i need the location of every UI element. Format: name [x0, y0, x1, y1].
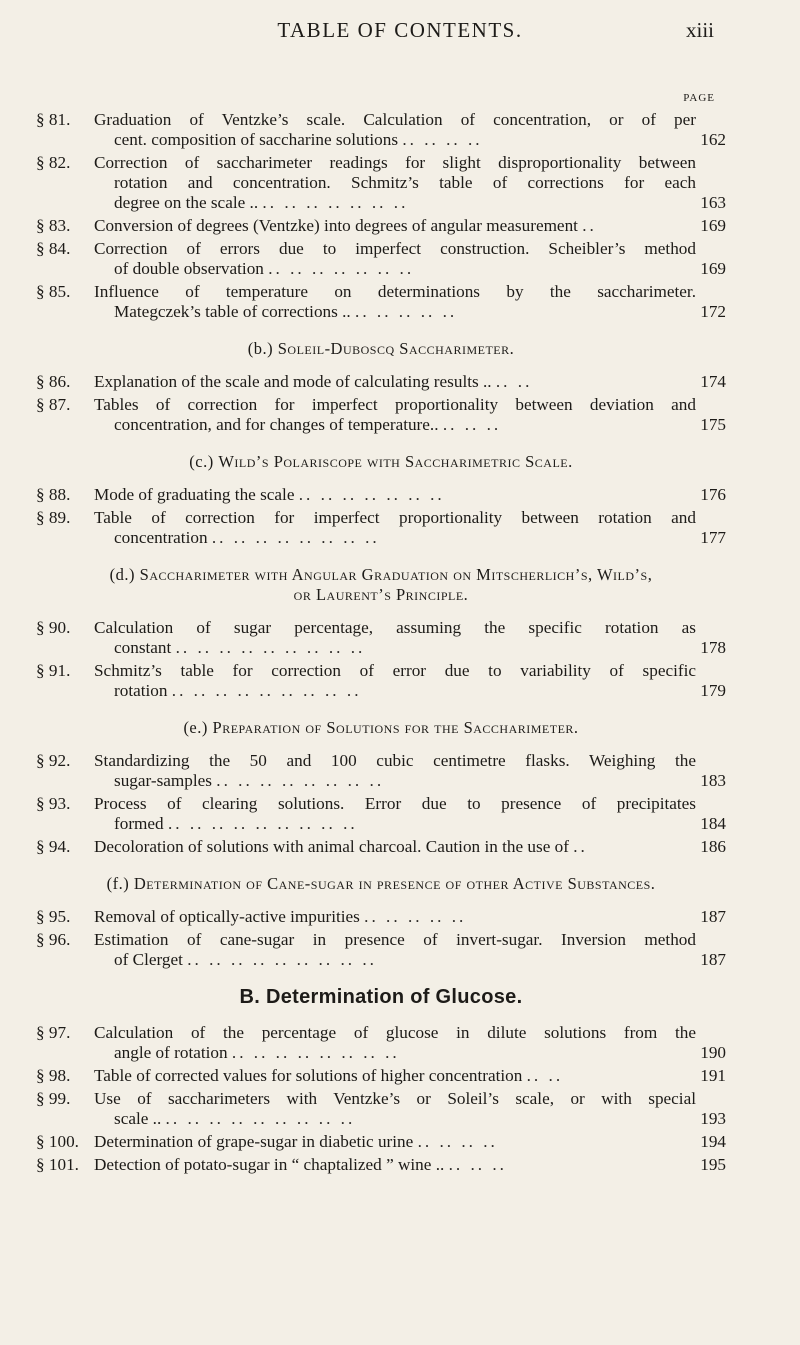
entry-title-text: Correction of saccharimeter readings for slight disproportionality between: [94, 153, 696, 172]
entry-title-line: [94, 528, 696, 548]
toc-entry: [36, 282, 726, 322]
entry-title-line: [94, 837, 696, 857]
page-number-ref: 162: [700, 130, 726, 149]
subsection-heading: [36, 452, 726, 472]
entry-title-text: Calculation of the percentage of glucose in dilute solutions from the: [94, 1023, 696, 1042]
entry-title: [94, 751, 726, 791]
entry-title-text: Table of corrected values for solutions of higher concentration: [94, 1066, 523, 1085]
toc-entry: [36, 395, 726, 435]
entry-title-line: [94, 485, 696, 505]
entry-title-text: Schmitz’s table for correction of error due to variability of specific: [94, 661, 696, 680]
section-number: § 98.: [36, 1066, 71, 1085]
page-number-ref: 176: [700, 485, 726, 504]
subsection-heading: [36, 339, 726, 359]
entry-title: [94, 110, 726, 150]
dot-leader: .. .. .. .. .. .. .. .. ..: [187, 950, 377, 969]
entry-title-line: [94, 771, 696, 791]
section-number: § 93.: [36, 794, 71, 813]
entry-title: [94, 282, 726, 322]
page-number-ref: 187: [700, 950, 726, 969]
entry-title-line: [94, 907, 696, 927]
page-number-ref: 187: [700, 907, 726, 926]
section-number: § 84.: [36, 239, 71, 258]
subsection-heading: [36, 874, 726, 894]
page-number-ref: 163: [700, 193, 726, 212]
page-number-ref: 177: [700, 528, 726, 547]
entry-title-text: scale ..: [114, 1109, 162, 1128]
section-number: § 92.: [36, 751, 71, 770]
entry-title-line: [94, 930, 696, 950]
entry-title-text: Conversion of degrees (Ventzke) into degrees of angular measurement: [94, 216, 578, 235]
toc-entry: [36, 794, 726, 834]
entry-title-line: [94, 193, 696, 213]
dot-leader: .. .. .. .. .. .. .. .. ..: [175, 638, 366, 657]
subsection-letter: (b.): [247, 339, 274, 358]
entry-title: [94, 1132, 726, 1152]
dot-leader: .. .. ..: [448, 1155, 507, 1174]
toc-entry: [36, 837, 726, 857]
entry-title-text: Correction of errors due to imperfect construction. Scheibler’s method: [94, 239, 696, 258]
entry-title: [94, 1023, 726, 1063]
entry-title: [94, 794, 726, 834]
entry-title-text: Table of correction for imperfect proportionality between rotation and: [94, 508, 696, 527]
dot-leader: .. .. .. ..: [417, 1132, 498, 1151]
section-number: § 88.: [36, 485, 71, 504]
entry-title: [94, 1155, 726, 1175]
subsection-title: Determination of Cane-sugar in presence of other Active Substances.: [133, 874, 656, 893]
entry-title-text: Mode of graduating the scale: [94, 485, 295, 504]
entry-title: [94, 508, 726, 548]
page-number-ref: 172: [700, 302, 726, 321]
entry-title-line: [94, 1023, 696, 1043]
toc-entry: [36, 1155, 726, 1175]
section-number: § 101.: [36, 1155, 79, 1174]
dot-leader: .. .. .. .. .. .. ..: [268, 259, 415, 278]
dot-leader: .. .. .. .. .. .. .. .. ..: [171, 681, 362, 700]
running-head: [0, 18, 800, 58]
entry-title-line: [94, 618, 696, 638]
entry-title-text: Process of clearing solutions. Error due to presence of precipitates: [94, 794, 696, 813]
entry-title-text: formed: [114, 814, 164, 833]
page-title: TABLE OF CONTENTS.: [277, 18, 523, 42]
page-number-ref: 178: [700, 638, 726, 657]
toc-entry: [36, 751, 726, 791]
entry-title-text: Decoloration of solutions with animal charcoal. Caution in the use of: [94, 837, 569, 856]
section-number: § 83.: [36, 216, 71, 235]
toc-entry: [36, 1132, 726, 1152]
entry-title-line: [94, 259, 696, 279]
section-number: § 100.: [36, 1132, 79, 1151]
entry-title-text: Use of saccharimeters with Ventzke’s or Soleil’s scale, or with special: [94, 1089, 696, 1108]
subsection-letter: (e.): [183, 718, 208, 737]
entry-title-line: [94, 681, 696, 701]
entry-title-line: [94, 216, 696, 236]
page-number-ref: 184: [700, 814, 726, 833]
subsection-letter: (c.): [189, 452, 214, 471]
entry-title-text: Mategczek’s table of corrections ..: [114, 302, 351, 321]
entry-title: [94, 930, 726, 970]
part-heading: B. Determination of Glucose.: [239, 986, 523, 1008]
entry-title-text: Influence of temperature on determinations by the saccharimeter.: [94, 282, 696, 301]
entry-title-text: Removal of optically-active impurities: [94, 907, 360, 926]
subsection-title: Wild’s Polariscope with Saccharimetric Scale.: [218, 452, 573, 471]
entry-title-line: [94, 794, 696, 814]
toc-entry: [36, 508, 726, 548]
entry-title-text: Estimation of cane-sugar in presence of invert-sugar. Inversion method: [94, 930, 696, 949]
dot-leader: .. .. .. .. .. .. ..: [262, 193, 409, 212]
entry-title-line: [94, 153, 696, 173]
entry-title-text: constant: [114, 638, 172, 657]
dot-leader: .. .. ..: [442, 415, 502, 434]
entry-title-text: of Clerget: [114, 950, 183, 969]
entry-title: [94, 239, 726, 279]
toc-entry: [36, 110, 726, 150]
entry-title-text: Standardizing the 50 and 100 cubic centimetre flasks. Weighing the: [94, 751, 696, 770]
dot-leader: .. .. .. .. ..: [355, 302, 458, 321]
toc-entry: [36, 1089, 726, 1129]
entry-title-text: Graduation of Ventzke’s scale. Calculation of concentration, or of per: [94, 110, 696, 129]
entry-title-text: cent. composition of saccharine solutions: [114, 130, 399, 149]
page-number-ref: 194: [700, 1132, 726, 1151]
page-number-ref: 190: [700, 1043, 726, 1062]
toc-entry: [36, 930, 726, 970]
subsection-heading: [36, 718, 726, 738]
entry-title-line: [94, 239, 696, 259]
dot-leader: .. ..: [526, 1066, 564, 1085]
entry-title: [94, 372, 726, 392]
page-column-label: PAGE: [683, 92, 715, 104]
entry-title-text: Explanation of the scale and mode of calculating results ..: [94, 372, 492, 391]
entry-title-line: [94, 1109, 696, 1129]
section-number: § 91.: [36, 661, 71, 680]
entry-title-line: [94, 372, 696, 392]
section-number: § 97.: [36, 1023, 71, 1042]
entry-title-line: [94, 638, 696, 658]
toc-entry: [36, 907, 726, 927]
entry-title-text: angle of rotation: [114, 1043, 228, 1062]
entry-title-line: [94, 508, 696, 528]
page-number-ref: 174: [700, 372, 726, 391]
page-number-ref: 195: [700, 1155, 726, 1174]
section-number: § 85.: [36, 282, 71, 301]
toc-entry: [36, 485, 726, 505]
entry-title-text: Detection of potato-sugar in “ chaptalized ” wine ..: [94, 1155, 445, 1174]
entry-title-line: [94, 130, 696, 150]
entry-title-text: Tables of correction for imperfect proportionality between deviation and: [94, 395, 696, 414]
entry-title-line: [94, 1089, 696, 1109]
subsection-title: Saccharimeter with Angular Graduation on Mitscherlich’s, Wild’s,: [139, 565, 653, 584]
dot-leader: ..: [582, 216, 597, 235]
entry-title: [94, 485, 726, 505]
entry-title-text: Determination of grape-sugar in diabetic urine: [94, 1132, 414, 1151]
page-number-ref: 191: [700, 1066, 726, 1085]
section-number: § 96.: [36, 930, 71, 949]
dot-leader: .. .. .. ..: [402, 130, 483, 149]
section-number: § 94.: [36, 837, 71, 856]
section-number: § 95.: [36, 907, 71, 926]
entry-title-line: [94, 415, 696, 435]
entry-title-line: [94, 395, 696, 415]
dot-leader: .. .. .. .. .. .. .. ..: [211, 528, 380, 547]
section-number: § 86.: [36, 372, 71, 391]
page-number-ref: 169: [700, 216, 726, 235]
subsection-title: Preparation of Solutions for the Saccharimeter.: [212, 718, 579, 737]
section-number: § 90.: [36, 618, 71, 637]
subsection-heading: [36, 565, 726, 605]
entry-title-text: rotation and concentration. Schmitz’s table of corrections for each: [114, 173, 696, 192]
page-number: xiii: [685, 18, 714, 42]
entry-title-text: sugar-samples: [114, 771, 212, 790]
entry-title: [94, 618, 726, 658]
dot-leader: .. .. .. .. .. .. .. ..: [231, 1043, 400, 1062]
page-number-ref: 175: [700, 415, 726, 434]
entry-title: [94, 837, 726, 857]
entry-title: [94, 395, 726, 435]
subsection-title-cont: or Laurent’s Principle.: [293, 585, 469, 604]
entry-title-line: [94, 661, 696, 681]
page-number-ref: 186: [700, 837, 726, 856]
toc-entry: [36, 153, 726, 213]
entry-title: [94, 1089, 726, 1129]
subsection-title: Soleil-Duboscq Saccharimeter.: [277, 339, 515, 358]
entry-title: [94, 907, 726, 927]
toc-entry: [36, 372, 726, 392]
toc-entry: [36, 1066, 726, 1086]
dot-leader: .. ..: [495, 372, 533, 391]
entry-title-line: [94, 1066, 696, 1086]
toc-entry: [36, 661, 726, 701]
dot-leader: .. .. .. .. .. .. ..: [298, 485, 445, 504]
page-number-ref: 193: [700, 1109, 726, 1128]
entry-title-text: concentration: [114, 528, 208, 547]
entry-title-line: [94, 173, 696, 193]
section-number: § 87.: [36, 395, 71, 414]
entry-title-text: degree on the scale ..: [114, 193, 259, 212]
section-number: § 99.: [36, 1089, 71, 1108]
entry-title-text: Calculation of sugar percentage, assuming the specific rotation as: [94, 618, 696, 637]
subsection-letter: (f.): [106, 874, 130, 893]
entry-title: [94, 216, 726, 236]
dot-leader: ..: [573, 837, 588, 856]
entry-title-line: [94, 1155, 696, 1175]
entry-title-line: [94, 1043, 696, 1063]
section-number: § 81.: [36, 110, 71, 129]
dot-leader: .. .. .. .. .. .. .. .. ..: [167, 814, 358, 833]
entry-title: [94, 1066, 726, 1086]
entry-title-line: [94, 751, 696, 771]
dot-leader: .. .. .. .. .. .. .. ..: [216, 771, 385, 790]
entry-title: [94, 153, 726, 213]
entry-title-text: concentration, and for changes of temperature..: [114, 415, 439, 434]
entry-title-line: [94, 282, 696, 302]
toc-entry: [36, 1023, 726, 1063]
toc-entry: [36, 239, 726, 279]
page-number-ref: 183: [700, 771, 726, 790]
page-number-ref: 169: [700, 259, 726, 278]
entry-title-line: [94, 814, 696, 834]
section-number: § 89.: [36, 508, 71, 527]
page-number-ref: 179: [700, 681, 726, 700]
entry-title-text: of double observation: [114, 259, 264, 278]
table-of-contents: [36, 110, 726, 1178]
toc-entry: [36, 618, 726, 658]
entry-title-line: [94, 302, 696, 322]
entry-title-line: [94, 1132, 696, 1152]
entry-title-line: [94, 110, 696, 130]
dot-leader: .. .. .. .. .. .. .. .. ..: [165, 1109, 356, 1128]
dot-leader: .. .. .. .. ..: [364, 907, 467, 926]
subsection-letter: (d.): [109, 565, 136, 584]
entry-title-line: [94, 950, 696, 970]
section-number: § 82.: [36, 153, 71, 172]
entry-title-text: rotation: [114, 681, 168, 700]
toc-entry: [36, 216, 726, 236]
entry-title: [94, 661, 726, 701]
